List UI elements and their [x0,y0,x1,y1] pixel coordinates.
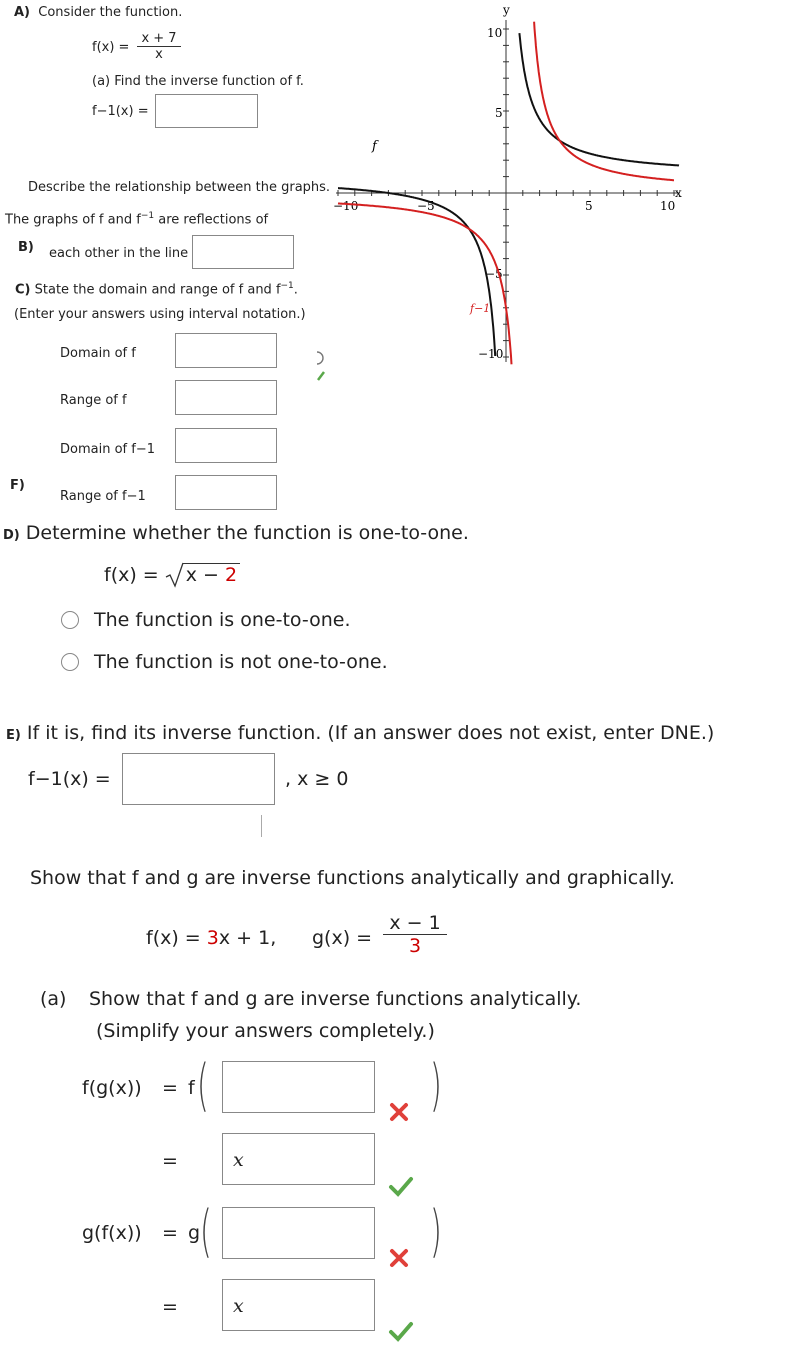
gf-equals: = [162,1222,178,1244]
radio-not-one-to-one[interactable] [61,653,79,671]
stray-mark-icon [313,349,333,383]
x-tick-label-neg10: −10 [333,199,359,213]
fg-result-equals: = [162,1150,178,1172]
reflect-text: The graphs of f and $f^{-1}$ are reflections of [5,211,269,228]
part-e-input[interactable] [122,753,275,805]
gx-fraction [383,912,447,957]
part-c-text-post: . [293,282,298,298]
finv-curve-left [338,203,512,364]
gf-result-equals: = [162,1296,178,1318]
fg-close-paren: ) [429,1053,442,1118]
sqrt-fx-lhs: f(x) = [104,564,159,586]
interval-note: (Enter your answers using interval notation.) [14,307,306,322]
domain-finv-input[interactable] [175,428,277,463]
sqrt-radicand: x − [185,564,226,586]
fg-outer-f: f [188,1077,195,1099]
reflect-post: are reflections of [154,212,269,228]
part-c-text-pre: State the domain and range of f and f [34,282,281,298]
finv-curve-label: f−1 [470,302,491,315]
f-curve-left [338,188,495,356]
show-gx-lhs: g(x) = [312,927,373,949]
fx-fraction [137,31,181,62]
x-tick-label-neg5: −5 [417,199,435,213]
inverse-input[interactable] [155,94,258,128]
y-tick-label-neg5: −5 [485,267,503,281]
option-one-to-one[interactable]: The function is one-to-one. [94,609,351,631]
show-fx-coef: 3 [206,927,219,949]
x-tick-label-10: 10 [660,199,676,213]
gf-outer-g: g [188,1222,201,1244]
range-finv-label: Range of f−1 [60,489,146,504]
consider-text: Consider the function. [38,5,183,20]
radical-sign-icon [165,562,185,588]
part-b-label: B) [18,240,34,255]
text-cursor [261,815,262,837]
line-input[interactable] [192,235,294,269]
part-e-header [6,722,714,744]
gx-numerator: x − 1 [383,912,447,935]
gf-open-paren: ( [199,1199,212,1264]
sqrt-function [104,564,240,586]
fg-open-paren: ( [196,1053,209,1118]
domain-f-input[interactable] [175,333,277,368]
fg-lhs: f(g(x)) [82,1077,142,1099]
fg-equals: = [162,1077,178,1099]
part-e-question: If it is, find its inverse function. (If an answer does not exist, enter DNE.) [26,722,715,744]
x-axis-label: x [675,186,682,200]
f-curve-label: f [372,139,377,154]
sqrt-radicand-red: 2 [225,564,238,586]
gf-result-input[interactable]: x [222,1279,375,1331]
gf-wrong-icon [388,1247,410,1269]
part-c-header: C) State the domain and range of f and $f^{-1}$. [15,281,298,298]
x-tick-label-5: 5 [585,199,593,213]
part-e-condition: , x ≥ 0 [285,768,349,790]
fg-wrong-icon [388,1101,410,1123]
gf-correct-icon [388,1320,414,1342]
y-axis-label: y [503,3,510,17]
part-d-label: D) [3,528,20,543]
part-b-text: each other in the line [49,246,189,261]
gf-inner-input[interactable] [222,1207,375,1259]
part-d-header [3,522,469,544]
part-f-label: F) [10,478,25,493]
option-not-one-to-one[interactable]: The function is not one-to-one. [94,651,388,673]
domain-f-label: Domain of f [60,346,136,361]
find-inverse-text: (a) Find the inverse function of f. [92,74,304,89]
part-c-label: C) [15,282,31,298]
part-a-header [14,5,182,20]
fg-correct-icon [388,1175,414,1197]
part-a-label: A) [14,5,31,20]
show-a-note: (Simplify your answers completely.) [96,1020,435,1042]
radio-one-to-one[interactable] [61,611,79,629]
part-e-label: E) [6,728,21,743]
range-finv-input[interactable] [175,475,277,510]
inverse-lhs: f−1(x) = [92,104,149,119]
part-e-lhs: f−1(x) = [28,768,111,790]
y-tick-label-10: 10 [487,26,503,40]
part-d-question: Determine whether the function is one-to-one. [25,522,469,544]
sqrt-radical [165,564,240,586]
show-title: Show that f and g are inverse functions analytically and graphically. [30,867,675,889]
y-tick-label-neg10: −10 [478,347,504,361]
domain-finv-label: Domain of f−1 [60,442,155,457]
range-f-label: Range of f [60,393,127,408]
gf-lhs: g(f(x)) [82,1222,142,1244]
reflect-pre: The graphs of f and f [5,212,141,228]
y-tick-label-5: 5 [495,106,503,120]
inverse-graph [332,0,692,370]
fg-inner-input[interactable] [222,1061,375,1113]
fx-numerator: x + 7 [137,31,181,47]
gx-denominator: 3 [408,935,422,957]
fx-denominator: x [155,47,163,62]
show-a-label: (a) [40,988,67,1010]
gf-close-paren: ) [429,1199,442,1264]
show-fx-rest: x + 1, [218,927,277,949]
show-fx-lhs: f(x) = [146,927,207,949]
range-f-input[interactable] [175,380,277,415]
show-a-text: Show that f and g are inverse functions analytically. [89,988,582,1010]
describe-text: Describe the relationship between the graphs. [28,180,331,195]
fx-definition [146,927,276,949]
fg-result-input[interactable]: x [222,1133,375,1185]
fx-lhs: f(x) = [92,40,130,55]
